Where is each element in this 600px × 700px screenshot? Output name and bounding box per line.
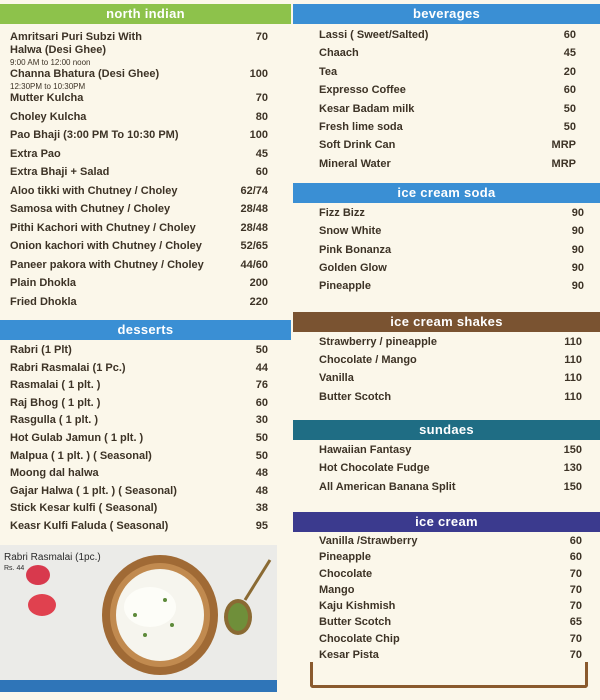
- section-header: ice cream shakes: [293, 312, 600, 332]
- menu-item-price: 44: [255, 361, 268, 374]
- menu-item-price: 20: [563, 65, 576, 78]
- menu-item-name: [319, 139, 395, 152]
- menu-item-name: [10, 467, 99, 480]
- menu-item: [319, 280, 584, 298]
- menu-item-name: [10, 222, 196, 235]
- menu-item-name-text: Vanilla /Strawberry: [319, 535, 418, 547]
- menu-item: [10, 166, 268, 185]
- menu-item-price: 70: [569, 567, 582, 580]
- menu-item-name: [319, 84, 406, 97]
- menu-item-price: 76: [255, 379, 268, 392]
- menu-item: [10, 467, 268, 485]
- menu-item-name: [319, 372, 354, 385]
- menu-item-name: [319, 47, 359, 60]
- menu-item-name: [10, 362, 126, 375]
- section-ice-cream: [293, 512, 600, 665]
- menu-item-name: [319, 444, 411, 457]
- menu-item-price: 48: [255, 484, 268, 497]
- section-beverages: [293, 4, 600, 176]
- menu-item-name-text: Kesar Pista: [319, 649, 379, 662]
- menu-item-price: 60: [563, 29, 576, 41]
- menu-item-price: 100: [249, 68, 268, 80]
- menu-item-price: 44/60: [240, 258, 268, 271]
- menu-item: [10, 259, 268, 278]
- menu-item: [10, 31, 268, 68]
- menu-item: [319, 262, 584, 280]
- menu-item-name-text: Chocolate: [319, 567, 373, 580]
- menu-item-price: 60: [569, 535, 582, 547]
- menu-item-name: [319, 354, 417, 367]
- menu-item: [10, 68, 268, 92]
- menu-item-name-text: Strawberry / pineapple: [319, 336, 437, 348]
- ice-cream-soda-list: [293, 203, 600, 298]
- photo-caption: [4, 552, 101, 574]
- menu-item-name-text: Channa Bhatura (Desi Ghee): [10, 68, 160, 80]
- menu-item-name: [10, 344, 72, 357]
- menu-item: [10, 520, 268, 538]
- menu-item-timing: 12:30PM to 10:30PM: [10, 82, 86, 91]
- menu-item: [319, 584, 582, 600]
- menu-item-name-text: Kesar Badam milk: [319, 102, 415, 115]
- menu-item-name: [10, 520, 168, 533]
- menu-item-name-text: Extra Bhaji + Salad: [10, 166, 110, 178]
- menu-item-name-text: Fresh lime soda: [319, 120, 403, 133]
- menu-item: [319, 354, 582, 372]
- menu-item-name: [10, 148, 61, 161]
- menu-item-name-text: Samosa with Chutney / Choley: [10, 203, 171, 215]
- menu-item: [10, 277, 268, 296]
- menu-item-price: 45: [255, 147, 268, 160]
- menu-item-price: 110: [564, 354, 582, 367]
- dessert-photo: [0, 545, 277, 692]
- menu-item-name-text: Pineapple: [319, 280, 371, 293]
- menu-item-name: [10, 31, 160, 68]
- menu-item: [319, 121, 576, 139]
- menu-item: [10, 432, 268, 450]
- photo-caption-title: Rabri Rasmalai (1pc.): [4, 552, 101, 563]
- menu-item-name-text: Lassi ( Sweet/Salted): [319, 29, 429, 41]
- menu-item: [10, 485, 268, 503]
- menu-item: [10, 185, 268, 204]
- menu-item-name: [319, 633, 400, 646]
- section-ice-cream-shakes: [293, 312, 600, 409]
- menu-item: [319, 568, 582, 584]
- menu-item-name: [319, 462, 430, 475]
- menu-item: [10, 397, 268, 415]
- menu-item-price: 150: [563, 480, 582, 493]
- menu-item-price: 45: [563, 47, 576, 60]
- north-indian-list: [0, 24, 291, 314]
- menu-item-price: 130: [563, 462, 582, 475]
- menu-item-price: 70: [569, 649, 582, 662]
- section-desserts: [0, 320, 291, 538]
- menu-item: [10, 240, 268, 259]
- menu-item: [10, 502, 268, 520]
- menu-item-name: [10, 259, 204, 272]
- menu-item-name-text: Mango: [319, 583, 355, 596]
- menu-item: [10, 344, 268, 362]
- menu-item-name-text: Chocolate / Mango: [319, 354, 417, 367]
- sundaes-list: [293, 440, 600, 499]
- menu-item: [10, 414, 268, 432]
- menu-item-name: [10, 240, 202, 253]
- menu-item-name-text: Moong dal halwa: [10, 467, 99, 480]
- menu-item-price: 50: [563, 102, 576, 115]
- menu-item-name-text: Choley Kulcha: [10, 110, 87, 123]
- menu-item-price: 48: [255, 467, 268, 480]
- menu-item: [10, 148, 268, 167]
- menu-item-name-text: Aloo tikki with Chutney / Choley: [10, 184, 178, 197]
- menu-item-name-text: Tea: [319, 65, 338, 78]
- menu-item-name: [319, 158, 391, 171]
- menu-item-price: 90: [571, 225, 584, 238]
- menu-item-name-text: Mineral Water: [319, 157, 391, 170]
- menu-item-price: 28/48: [240, 221, 268, 234]
- menu-item-price: 60: [569, 551, 582, 564]
- menu-item: [319, 29, 576, 47]
- menu-item-name-text: Rabri (1 Plt): [10, 344, 72, 356]
- menu-item-name-text: Pithi Kachori with Chutney / Choley: [10, 221, 196, 234]
- menu-item-name-text: Golden Glow: [319, 261, 387, 274]
- menu-item-name: [319, 481, 456, 494]
- menu-item-name: [319, 600, 395, 613]
- menu-item-name: [10, 277, 76, 290]
- menu-item-name-text: Stick Kesar kulfi ( Seasonal): [10, 502, 158, 515]
- menu-item-name: [319, 568, 372, 581]
- menu-item-name: [319, 103, 414, 116]
- menu-item-price: 220: [249, 295, 268, 308]
- menu-item: [319, 600, 582, 616]
- menu-item-name-text: Onion kachori with Chutney / Choley: [10, 240, 202, 252]
- menu-item: [319, 551, 582, 567]
- menu-item: [319, 158, 576, 176]
- menu-item: [319, 444, 582, 462]
- menu-item-name: [10, 68, 159, 92]
- menu-item-name-text: Fizz Bizz: [319, 207, 365, 219]
- menu-item-price: 200: [249, 277, 268, 289]
- menu-item-price: 90: [571, 243, 584, 256]
- menu-item: [319, 633, 582, 649]
- menu-item-name: [319, 280, 371, 293]
- ice-cream-list: [293, 532, 600, 665]
- menu-item-name-text: Raj Bhog ( 1 plt. ): [10, 396, 101, 409]
- menu-item-timing: 9:00 AM to 12:00 noon: [10, 58, 91, 67]
- menu-item-name-text: Butter Scotch: [319, 616, 392, 629]
- menu-item-name: [10, 111, 86, 124]
- menu-item-name-text: Soft Drink Can: [319, 139, 396, 152]
- menu-item: [10, 222, 268, 241]
- menu-item-name: [319, 336, 437, 349]
- menu-item-price: 60: [255, 166, 268, 178]
- menu-item-name-text: Gajar Halwa ( 1 plt. ) ( Seasonal): [10, 484, 177, 497]
- menu-item-name-text: Vanilla: [319, 372, 354, 385]
- menu-item-name-text: Amritsari Puri Subzi With Halwa (Desi Ghee): [10, 31, 142, 56]
- menu-item-name-text: Pink Bonanza: [319, 243, 392, 256]
- menu-item-price: 62/74: [240, 184, 268, 197]
- menu-item: [10, 203, 268, 222]
- menu-item-name: [319, 225, 381, 238]
- menu-item-name: [10, 203, 170, 216]
- menu-item-name: [319, 551, 371, 564]
- menu-item-price: 60: [563, 84, 576, 97]
- menu-item-price: MRP: [551, 139, 576, 152]
- menu-item-name: [10, 296, 77, 309]
- menu-item-name-text: Malpua ( 1 plt. ) ( Seasonal): [10, 449, 152, 462]
- menu-item-price: 52/65: [240, 240, 268, 252]
- menu-item-name: [10, 432, 143, 445]
- menu-item: [319, 66, 576, 84]
- left-footer-bar: [0, 680, 277, 692]
- menu-item-name: [10, 166, 109, 179]
- menu-item-name: [10, 129, 179, 142]
- menu-item-price: 110: [564, 390, 582, 403]
- section-header: desserts: [0, 320, 291, 340]
- menu-item: [319, 139, 576, 157]
- menu-item-name-text: Rabri Rasmalai (1 Pc.): [10, 361, 126, 374]
- menu-item-name: [10, 485, 177, 498]
- menu-item-name: [319, 649, 379, 662]
- menu-item-price: 38: [255, 502, 268, 515]
- menu-item: [319, 103, 576, 121]
- menu-item-name: [319, 121, 403, 134]
- menu-item-name-text: Butter Scotch: [319, 390, 392, 403]
- menu-item: [319, 225, 584, 243]
- menu-item-name: [319, 535, 417, 548]
- menu-item: [10, 92, 268, 111]
- menu-item: [319, 462, 582, 480]
- section-header: ice cream: [293, 512, 600, 532]
- photo-caption-price: Rs. 44: [4, 565, 25, 572]
- menu-item-price: 90: [571, 207, 584, 219]
- menu-item-name-text: Extra Pao: [10, 147, 61, 160]
- menu-item-price: 110: [564, 372, 582, 385]
- menu-item: [10, 362, 268, 380]
- menu-item-price: 70: [569, 632, 582, 645]
- menu-item-name: [319, 66, 337, 79]
- menu-item: [319, 336, 582, 354]
- menu-item: [319, 244, 584, 262]
- menu-item-name: [10, 92, 83, 105]
- menu-item-name-text: Hawaiian Fantasy: [319, 444, 412, 456]
- menu-item-price: 100: [249, 129, 268, 141]
- section-ice-cream-soda: [293, 183, 600, 298]
- menu-item-name-text: Pineapple: [319, 551, 371, 564]
- menu-item-name-text: Keasr Kulfi Faluda ( Seasonal): [10, 519, 169, 532]
- menu-item: [319, 372, 582, 390]
- menu-item-name-text: Plain Dhokla: [10, 277, 77, 289]
- menu-item: [10, 129, 268, 148]
- menu-item-price: MRP: [551, 157, 576, 170]
- menu-item-name-text: Mutter Kulcha: [10, 92, 84, 104]
- right-footer-bracket: [310, 662, 588, 688]
- menu-item-price: 30: [255, 414, 268, 427]
- menu-item-name-text: Kaju Kishmish: [319, 600, 396, 613]
- section-north-indian: [0, 4, 291, 314]
- menu-item-name: [319, 244, 391, 257]
- menu-item-name: [319, 262, 387, 275]
- menu-item-price: 50: [255, 449, 268, 462]
- menu-item-price: 150: [563, 444, 582, 456]
- menu-item: [319, 481, 582, 499]
- menu-item: [10, 296, 268, 315]
- menu-item-price: 90: [571, 280, 584, 293]
- menu-item-price: 80: [255, 110, 268, 123]
- section-header: beverages: [293, 4, 600, 24]
- menu-item-name: [319, 207, 365, 220]
- menu-item-price: 60: [255, 396, 268, 409]
- menu-item-name-text: Paneer pakora with Chutney / Choley: [10, 258, 204, 271]
- menu-item-price: 50: [255, 344, 268, 356]
- menu-item-name: [10, 450, 152, 463]
- menu-item-name: [319, 29, 428, 42]
- menu-item: [319, 391, 582, 409]
- desserts-list: [0, 340, 291, 538]
- menu-item: [319, 84, 576, 102]
- menu-item-price: 50: [563, 120, 576, 133]
- menu-item-name-text: All American Banana Split: [319, 480, 456, 493]
- ice-cream-shakes-list: [293, 332, 600, 409]
- section-header: ice cream soda: [293, 183, 600, 203]
- menu-item-price: 110: [564, 336, 582, 348]
- menu-item-name: [10, 502, 157, 515]
- menu-item: [319, 47, 576, 65]
- menu-item-name-text: Fried Dhokla: [10, 295, 77, 308]
- menu-item-name-text: Hot Gulab Jamun ( 1 plt. ): [10, 431, 144, 444]
- menu-item-name: [10, 414, 98, 427]
- menu-item-price: 70: [255, 92, 268, 104]
- menu-item-price: 95: [255, 519, 268, 532]
- beverages-list: [293, 24, 600, 176]
- menu-item: [319, 207, 584, 225]
- menu-item-name-text: Expresso Coffee: [319, 84, 406, 97]
- menu-item-name: [319, 584, 354, 597]
- menu-item-name: [10, 185, 177, 198]
- menu-item: [10, 379, 268, 397]
- menu-item-name: [319, 391, 391, 404]
- menu-item-name-text: Snow White: [319, 225, 382, 238]
- menu-item-price: 90: [571, 261, 584, 274]
- menu-item-price: 28/48: [240, 203, 268, 215]
- section-sundaes: [293, 420, 600, 499]
- menu-item: [10, 111, 268, 130]
- menu-item-price: 70: [569, 583, 582, 596]
- menu-item-name-text: Chocolate Chip: [319, 632, 400, 645]
- menu-item: [10, 450, 268, 468]
- menu-item-name: [10, 379, 100, 392]
- menu-item-name-text: Hot Chocolate Fudge: [319, 462, 430, 475]
- menu-item-price: 70: [255, 31, 268, 43]
- menu-item: [319, 535, 582, 551]
- menu-item-price: 50: [255, 431, 268, 444]
- menu-item-name: [10, 397, 100, 410]
- menu-item-name-text: Pao Bhaji (3:00 PM To 10:30 PM): [10, 129, 179, 141]
- menu-item-name-text: Rasgulla ( 1 plt. ): [10, 414, 99, 427]
- menu-item-name: [319, 616, 391, 629]
- menu-item-price: 65: [569, 616, 582, 629]
- menu-item-name-text: Chaach: [319, 47, 359, 60]
- menu-item-price: 70: [569, 600, 582, 613]
- menu-item-name-text: Rasmalai ( 1 plt. ): [10, 379, 101, 392]
- menu-item: [319, 616, 582, 632]
- section-header: north indian: [0, 4, 291, 24]
- section-header: sundaes: [293, 420, 600, 440]
